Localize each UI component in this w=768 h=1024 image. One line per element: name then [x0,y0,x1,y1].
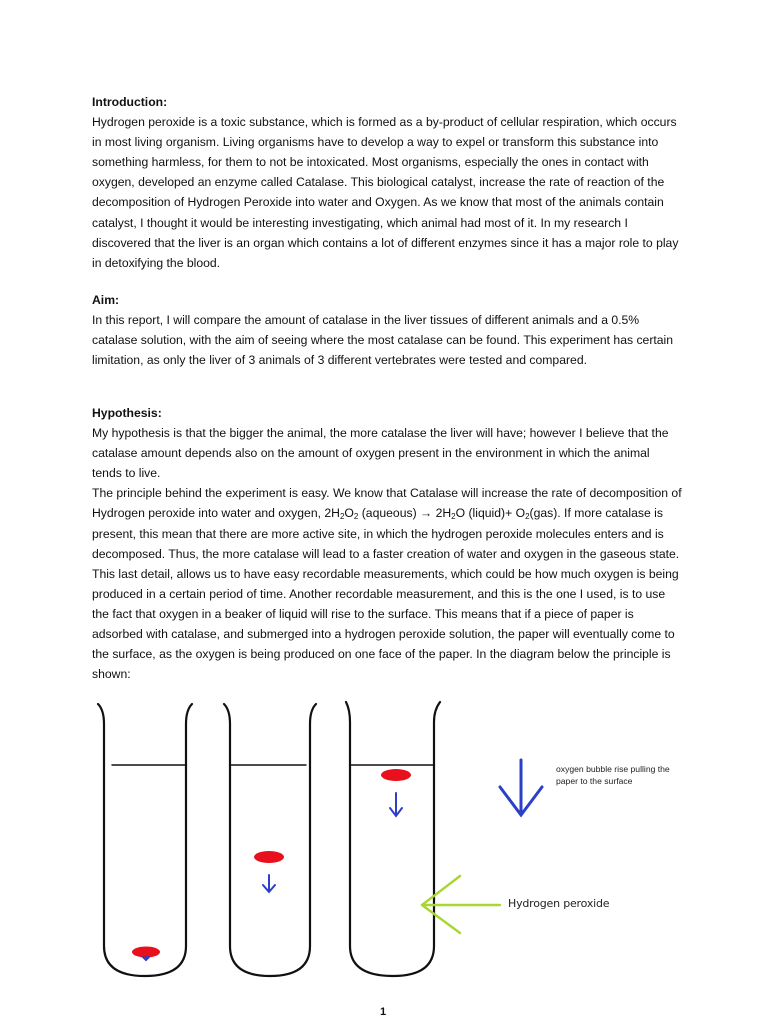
test-tube-2 [224,704,316,976]
principle-text-end: (gas). If more catalase is present, this mean that there are more active site, in which the hydrogen peroxide molecules enters and is decomposed. Thus, the more catalase will lead to a faster creation of water and oxygen in the gaseous state. This last detail, allows us to have easy recordable measurements, which could be how much oxygen is being produced in a certain period of time. Another recordable measurement, and this is the one I used, is to use the fact that oxygen in a beaker of liquid will rise to the surface. This means that if a piece of paper is adsorbed with catalase, and submerged into a hydrogen peroxide solution, the paper will eventually come to the surface, as the oxygen is being produced on one face of the paper. In the diagram below the principle is shown: [92,506,680,682]
aim-section [92,290,682,370]
introduction-body: Hydrogen peroxide is a toxic substance, which is formed as a by-product of cellular respiration, which occurs in most living organism. Living organisms have to develop a way to expel or transform this substance into something harmless, for them to not be intoxicated. Most organisms, especially the ones in contact with oxygen, developed an enzyme called Catalase. This biological catalyst, increase the rate of reaction of the decomposition of Hydrogen Peroxide into water and Oxygen. As we know that most of the animals contain catalyst, I thought it would be interesting investigating, which animal had most of it. In my research I discovered that the liver is an organ which contains a lot of different enzymes since it has a major role to play in detoxifying the blood. [92,115,679,270]
introduction-heading: Introduction: [92,95,168,109]
introduction-section [92,92,682,273]
down-arrow-small-1 [143,956,149,960]
test-tube-3 [346,702,440,976]
subscript: 2 [353,512,359,522]
paper-disc-top [381,769,411,781]
aim-heading: Aim: [92,293,120,307]
principle-text-start: The principle behind the experiment is easy. We know that Catalase will increase the rate of decomposition of Hydrogen peroxide into water and oxygen, 2H [92,486,682,521]
oxygen-annotation: oxygen bubble rise pulling the paper to the surface [556,764,670,786]
hypothesis-body: My hypothesis is that the bigger the animal, the more catalase the liver will have; however I believe that the catalase amount depends also on the amount of oxygen present in the environment in which the animal tends to live. [92,426,669,481]
test-tube-diagram [0,690,768,990]
formula-part: O (liquid)+ O [455,506,526,521]
subscript: 2 [339,512,345,522]
formula-part: O [344,506,354,521]
hydrogen-peroxide-label: Hydrogen peroxide [508,897,610,910]
aim-body: In this report, I will compare the amount of catalase in the liver tissues of different animals and a 0.5% catalase solution, with the aim of seeing where the most catalase can be found. This experiment has certain limitation, as only the liver of 3 animals of 3 different vertebrates were tested and compared. [92,313,674,368]
down-arrow-small-3 [390,793,402,816]
paper-disc-middle [254,851,284,863]
down-arrow-small-2 [263,875,275,892]
subscript: 2 [451,512,456,522]
subscript: 2 [525,512,530,522]
formula-part: (aqueous) → 2H [358,506,452,521]
test-tube-1 [98,704,192,976]
down-arrow-large [500,760,542,815]
principle-paragraph [92,483,682,684]
page-number: 1 [380,1006,387,1018]
hypothesis-heading: Hypothesis: [92,406,162,420]
hypothesis-section [92,403,682,684]
